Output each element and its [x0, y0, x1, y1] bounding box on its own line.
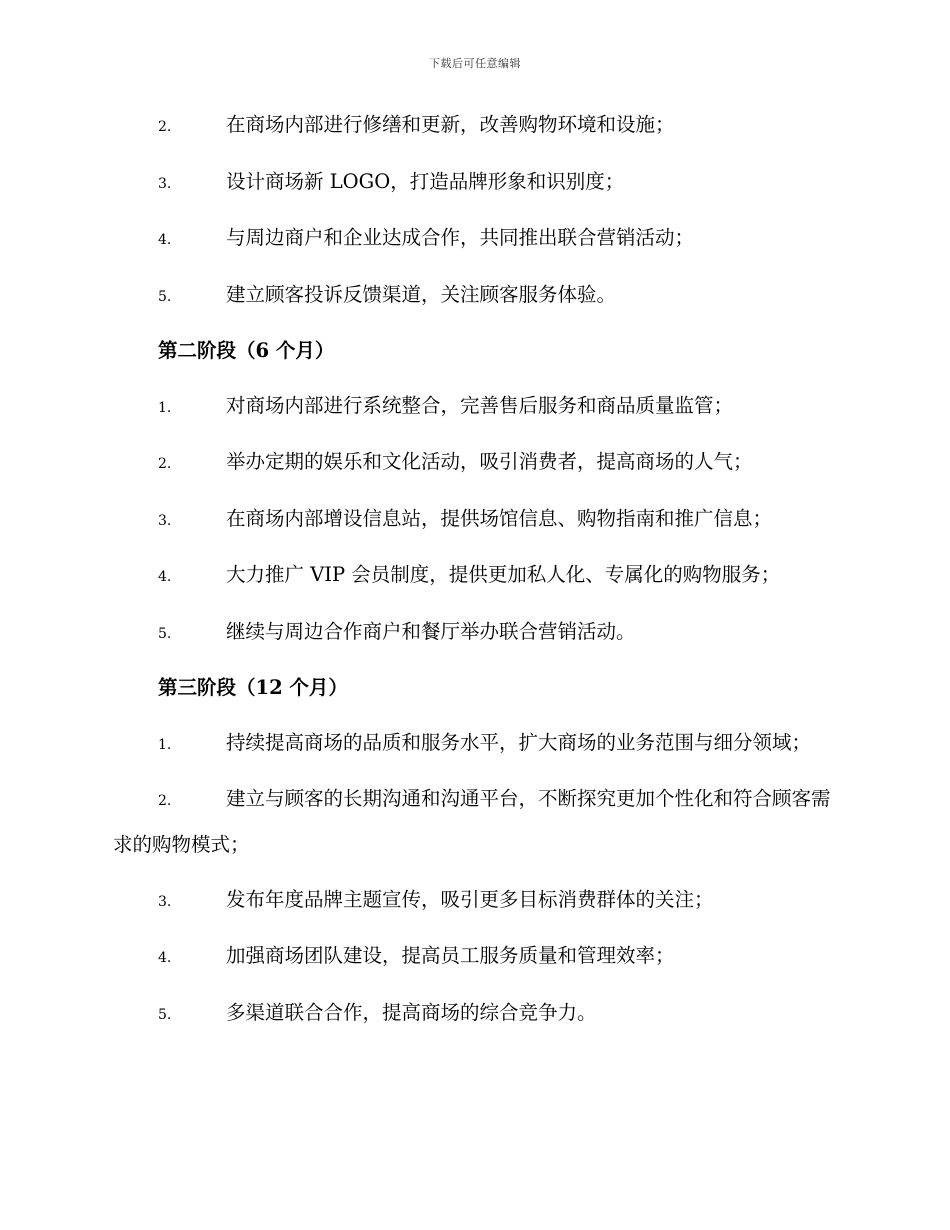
list-item — [113, 440, 838, 486]
list-item — [113, 777, 838, 867]
document-body — [113, 103, 838, 1047]
list-number: 2. — [158, 119, 172, 135]
list-number: 4. — [158, 950, 172, 966]
list-item — [113, 610, 838, 656]
list-text: 在商场内部增设信息站，提供场馆信息、购物指南和推广信息； — [226, 506, 773, 530]
list-text: 与周边商户和企业达成合作，共同推出联合营销活动； — [226, 226, 695, 249]
list-number: 2. — [158, 793, 172, 809]
list-number: 5. — [158, 1006, 172, 1023]
page-header-note: 下载后可任意编辑 — [429, 57, 521, 70]
list-text: 多渠道联合合作，提高商场的综合竞争力。 — [226, 1000, 597, 1024]
list-text: 继续与周边合作商户和餐厅举办联合营销活动。 — [226, 619, 636, 643]
phase3-heading: 第三阶段（12 个月） — [158, 676, 348, 699]
list-item — [113, 878, 838, 924]
list-text: 持续提高商场的品质和服务水平，扩大商场的业务范围与细分领域； — [226, 730, 812, 754]
list-item — [113, 103, 838, 149]
list-text: 大力推广 VIP 会员制度，提供更加私人化、专属化的购物服务； — [226, 563, 781, 586]
list-number: 3. — [158, 893, 172, 910]
list-text: 在商场内部进行修缮和更新，改善购物环境和设施； — [226, 113, 675, 136]
list-number: 5. — [158, 288, 172, 305]
list-text: 建立与顾客的长期沟通和沟通平台，不断探究更加个性化和符合顾客需求的购物模式； — [113, 787, 831, 856]
list-item — [113, 721, 838, 767]
list-number: 4. — [158, 569, 172, 585]
list-text: 建立顾客投诉反馈渠道，关注顾客服务体验。 — [226, 282, 617, 306]
list-text: 发布年度品牌主题宣传，吸引更多目标消费群体的关注； — [226, 887, 714, 911]
list-number: 3. — [158, 175, 172, 192]
list-item — [113, 273, 838, 319]
list-number: 3. — [158, 512, 172, 529]
list-item — [113, 216, 838, 262]
list-number: 1. — [158, 736, 172, 753]
list-item — [113, 553, 838, 599]
list-text: 对商场内部进行系统整合，完善售后服务和商品质量监管； — [226, 393, 734, 417]
phase2-heading: 第二阶段（6 个月） — [158, 339, 335, 362]
list-item — [113, 160, 838, 206]
list-text: 举办定期的娱乐和文化活动，吸引消费者，提高商场的人气； — [226, 450, 753, 473]
list-text: 设计商场新 LOGO，打造品牌形象和识别度； — [226, 169, 625, 193]
list-item — [113, 934, 838, 980]
list-item — [113, 384, 838, 430]
list-number: 4. — [158, 232, 172, 248]
list-number: 5. — [158, 625, 172, 642]
list-item — [113, 497, 838, 543]
list-number: 1. — [158, 399, 172, 416]
list-text: 加强商场团队建设，提高员工服务质量和管理效率； — [226, 944, 675, 967]
list-number: 2. — [158, 456, 172, 472]
list-item — [113, 991, 838, 1037]
